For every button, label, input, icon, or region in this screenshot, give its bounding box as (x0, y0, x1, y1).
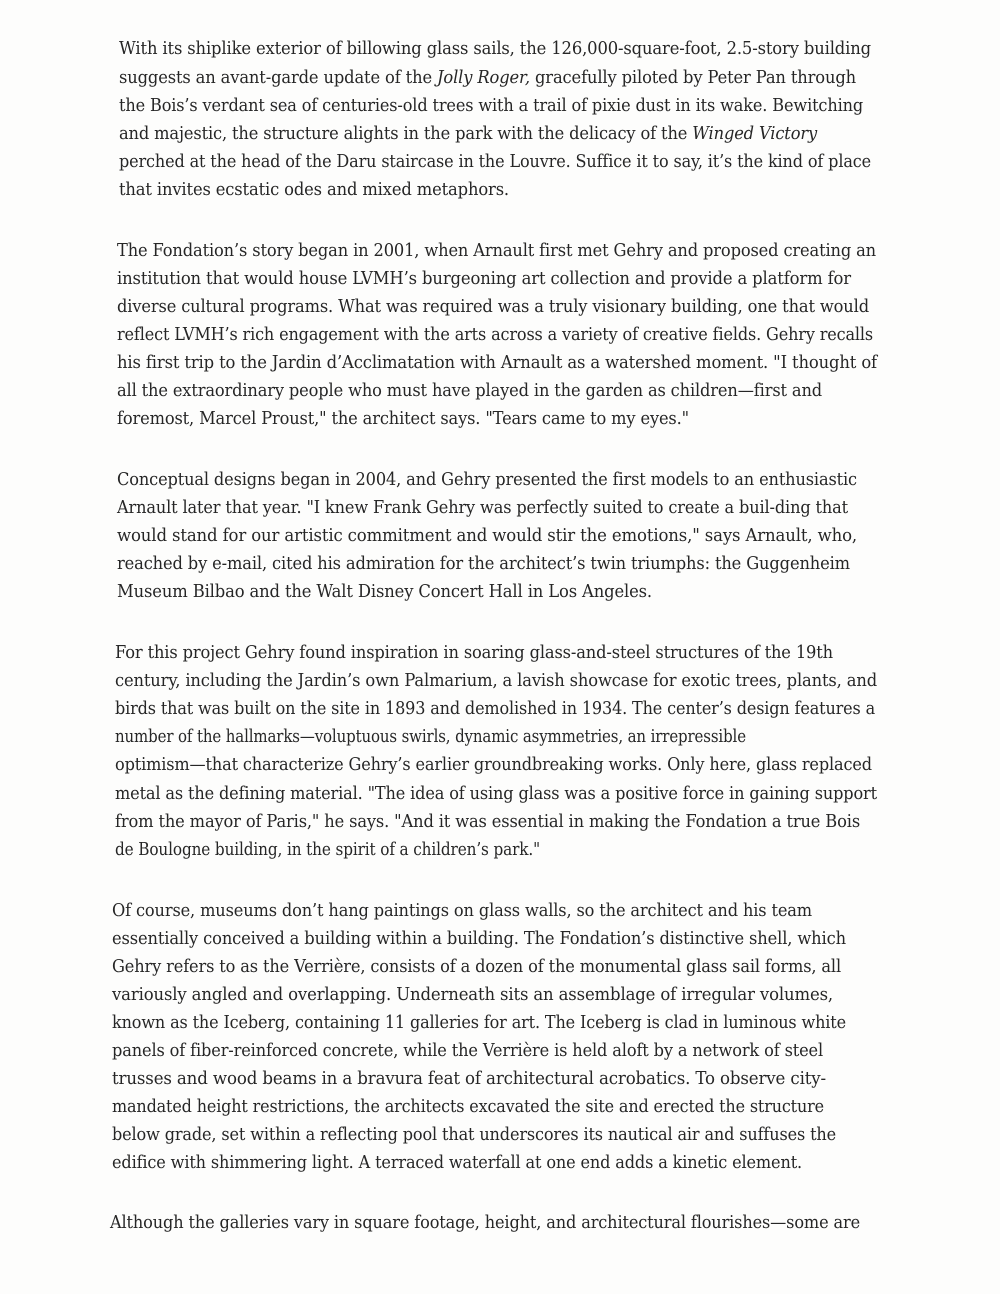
text-segment: and majestic, the structure alights in the park with the delicacy of the (119, 124, 693, 144)
text-segment: suggests an avant-garde update of the (119, 68, 438, 88)
text-line (115, 814, 860, 832)
text-line (117, 383, 822, 401)
text-line (117, 472, 857, 490)
text-segment: Gehry refers to as the Verrière, consists of a dozen of the monumental glass sail forms, all (112, 957, 841, 977)
text-line (112, 1043, 823, 1061)
text-segment: from the mayor of Paris," he says. "And it was essential in making the Fondation a true Bois (115, 812, 861, 832)
text-line (117, 411, 689, 429)
text-line (110, 1215, 860, 1233)
text-line (119, 41, 871, 59)
text-segment: that invites ecstatic odes and mixed metaphors. (119, 180, 510, 200)
text-line (115, 645, 833, 663)
text-segment: The Fondation’s story began in 2001, when Arnault first met Gehry and proposed creating an (117, 241, 877, 261)
text-segment: mandated height restrictions, the architects excavated the site and erected the structure (112, 1097, 824, 1117)
italic-title: Jolly Roger, (437, 68, 530, 88)
text-line (115, 757, 872, 775)
text-segment: would stand for our artistic commitment and would stir the emotions," says Arnault, who, (117, 526, 857, 546)
text-segment: the Bois’s verdant sea of centuries-old trees with a trail of pixie dust in its wake. Bewitching (119, 96, 864, 116)
text-line (117, 355, 877, 373)
text-segment: metal as the defining material. "The idea of using glass was a positive force in gaining support (115, 784, 877, 804)
text-line (117, 327, 873, 345)
text-line (115, 786, 877, 804)
text-segment: Although the galleries vary in square footage, height, and architectural flourishes—some are (110, 1213, 860, 1233)
text-segment: century, including the Jardin’s own Palmarium, a lavish showcase for exotic trees, plants, and (115, 671, 878, 691)
text-line (112, 959, 841, 977)
text-segment: edifice with shimmering light. A terraced waterfall at one end adds a kinetic element. (112, 1153, 803, 1173)
text-line (119, 126, 817, 144)
text-segment: reached by e-mail, cited his admiration for the architect’s twin triumphs: the Guggenheim (117, 554, 850, 574)
text-segment: For this project Gehry found inspiration in soaring glass-and-steel structures of the 19th (115, 643, 833, 663)
text-segment: perched at the head of the Daru staircase in the Louvre. Suffice it to say, it’s the kind of place (119, 152, 871, 172)
text-segment: Of course, museums don’t hang paintings on glass walls, so the architect and his team (112, 901, 813, 921)
text-segment: his first trip to the Jardin d’Acclimatation with Arnault as a watershed moment. "I thought of (117, 353, 877, 373)
text-segment: below grade, set within a reflecting pool that underscores its nautical air and suffuses the (112, 1125, 837, 1145)
text-segment: birds that was built on the site in 1893 and demolished in 1934. The center’s design features a (115, 699, 876, 719)
text-line (112, 1071, 826, 1089)
text-line (117, 500, 848, 518)
text-segment: Arnault later that year. "I knew Frank Gehry was perfectly suited to create a buil-ding that (117, 498, 848, 518)
text-segment: de Boulogne building, in the spirit of a children’s park." (115, 840, 540, 860)
text-segment: essentially conceived a building within a building. The Fondation’s distinctive shell, which (112, 929, 846, 949)
text-segment: optimism—that characterize Gehry’s earlier groundbreaking works. Only here, glass replaced (115, 755, 872, 775)
text-line (112, 1015, 846, 1033)
text-line (119, 182, 509, 200)
text-line (115, 673, 877, 691)
text-line (117, 556, 850, 574)
text-line (119, 98, 863, 116)
text-line (112, 931, 846, 949)
text-line (112, 1155, 802, 1173)
text-segment: all the extraordinary people who must have played in the garden as children—first and (117, 381, 823, 401)
text-line (117, 243, 876, 261)
text-line (119, 154, 871, 172)
text-line (115, 842, 540, 860)
text-segment: reflect LVMH’s rich engagement with the arts across a variety of creative fields. Gehry recalls (117, 325, 874, 345)
text-line (115, 701, 875, 719)
text-segment: variously angled and overlapping. Underneath sits an assemblage of irregular volumes, (112, 985, 833, 1005)
text-segment: gracefully piloted by Peter Pan through (529, 68, 857, 88)
text-line (117, 299, 869, 317)
text-line (112, 1127, 836, 1145)
text-segment: known as the Iceberg, containing 11 galleries for art. The Iceberg is clad in luminous white (112, 1013, 846, 1033)
text-segment: foremost, Marcel Proust," the architect says. "Tears came to my eyes." (117, 409, 689, 429)
text-line (119, 70, 856, 88)
text-line (112, 903, 812, 921)
text-segment: diverse cultural programs. What was required was a truly visionary building, one that would (117, 297, 869, 317)
text-line (112, 1099, 824, 1117)
text-line (117, 584, 652, 602)
text-segment: Museum Bilbao and the Walt Disney Concert Hall in Los Angeles. (117, 582, 652, 602)
text-segment: trusses and wood beams in a bravura feat of architectural acrobatics. To observe city- (112, 1069, 827, 1089)
text-segment: Conceptual designs began in 2004, and Gehry presented the first models to an enthusiastic (117, 470, 857, 490)
text-segment: number of the hallmarks—voluptuous swirls, dynamic asymmetries, an irrepressible (115, 727, 746, 747)
text-line (117, 528, 857, 546)
text-segment: panels of fiber-reinforced concrete, while the Verrière is held aloft by a network of steel (112, 1041, 824, 1061)
text-line (117, 271, 851, 289)
text-line (115, 729, 746, 747)
text-segment: institution that would house LVMH’s burgeoning art collection and provide a platform for (117, 269, 851, 289)
text-segment: With its shiplike exterior of billowing glass sails, the 126,000-square-foot, 2.5-story building (119, 39, 871, 59)
text-line (112, 987, 833, 1005)
italic-title: Winged Victory (692, 124, 818, 144)
